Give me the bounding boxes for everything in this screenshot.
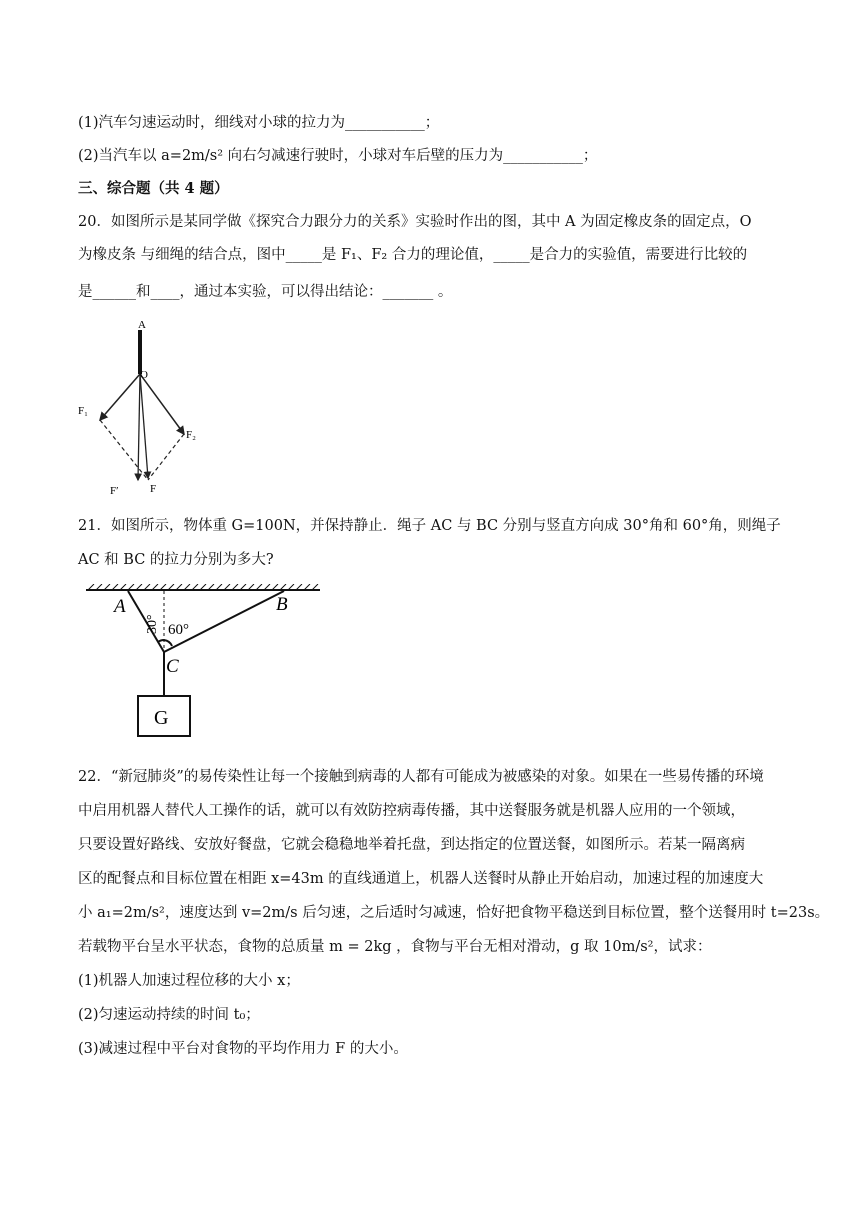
q22-line3: 只要设置好路线、安放好餐盘，它就会稳稳地举着托盘，到达指定的位置送餐，如图所示。若某一隔离病 [78, 837, 745, 853]
q20-line1: 20．如图所示是某同学做《探究合力跟分力的关系》实验时作出的图，其中 A 为固定橡皮条的固定点，O [78, 214, 752, 230]
q21-line2: AC 和 BC 的拉力分别为多大? [78, 552, 274, 568]
f-arrow [140, 374, 148, 478]
label-angle-30: 30° [145, 614, 160, 634]
label-f1: F₁ [78, 405, 88, 417]
angle-arc-60 [164, 640, 172, 646]
label-o: O [140, 369, 148, 381]
q20-line3: 是______和____，通过本实验，可以得出结论：_______ 。 [78, 284, 453, 300]
label-f-prime: F′ [110, 485, 119, 497]
section-heading: 三、综合题（共 4 题） [78, 180, 229, 197]
q22-line4: 区的配餐点和目标位置在相距 x=43m 的直线通道上，机器人送餐时从静止开始启动，加速过程的加速度大 [78, 871, 764, 887]
q21-line1: 21．如图所示，物体重 G=100N，并保持静止．绳子 AC 与 BC 分别与竖直方向成 30°角和 60°角，则绳子 [78, 518, 781, 534]
q20-line2: 为橡皮条 与细绳的结合点，图中_____是 F₁、F₂ 合力的理论值，_____是合力的实验值，需要进行比较的 [78, 247, 748, 263]
label-angle-60: 60° [168, 622, 189, 638]
f-prime-arrow [138, 374, 140, 480]
f1-arrow [100, 374, 140, 420]
q22-sub2: (2)匀速运动持续的时间 t₀； [78, 1007, 260, 1023]
force-parallelogram-figure [76, 316, 206, 500]
label-f: F [150, 483, 157, 495]
q22-line2: 中启用机器人替代人工操作的话，就可以有效防控病毒传播，其中送餐服务就是机器人应用的一个领域， [78, 803, 745, 819]
label-c: C [166, 656, 179, 677]
label-a: A [114, 596, 126, 617]
label-b: B [276, 594, 288, 615]
dashed-side-1 [100, 420, 148, 480]
label-a: A [138, 319, 146, 331]
q19-part1: (1)汽车匀速运动时，细线对小球的拉力为___________； [78, 115, 440, 131]
q22-sub1: (1)机器人加速过程位移的大小 x； [78, 973, 300, 989]
q22-line6: 若载物平台呈水平状态，食物的总质量 m = 2kg ，食物与平台无相对滑动，g 取 10m/s²，试求： [78, 939, 712, 955]
label-f2: F₂ [186, 429, 196, 441]
hanging-weight-figure [84, 584, 324, 742]
q22-line5: 小 a₁=2m/s²，速度达到 v=2m/s 后匀速，之后适时匀减速，恰好把食物平稳送到目标位置，整个送餐用时 t=23s。 [78, 905, 830, 921]
label-g: G [154, 707, 169, 729]
angle-arc-30 [158, 640, 164, 642]
q19-part2: (2)当汽车以 a=2m/s² 向右匀减速行驶时，小球对车后壁的压力为___________； [78, 148, 598, 164]
dashed-side-2 [148, 434, 184, 480]
q22-sub3: (3)减速过程中平台对食物的平均作用力 F 的大小。 [78, 1041, 408, 1057]
q22-line1: 22．“新冠肺炎”的易传染性让每一个接触到病毒的人都有可能成为被感染的对象。如果在一些易传播的环境 [78, 769, 764, 785]
f2-arrow [140, 374, 184, 434]
